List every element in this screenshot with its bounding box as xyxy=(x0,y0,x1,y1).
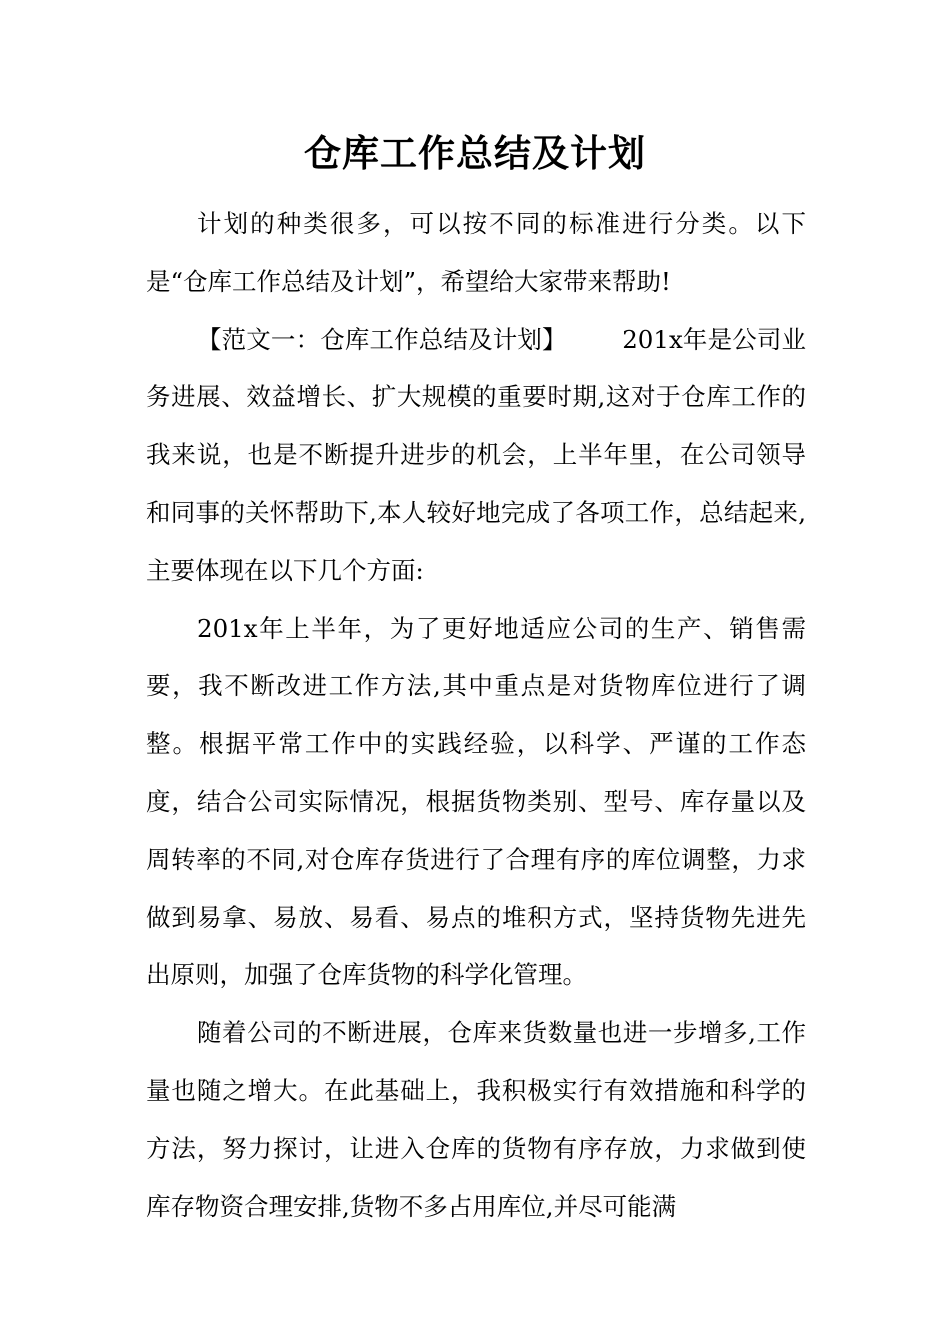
paragraph-sample-one: 【范文一：仓库工作总结及计划】 201x年是公司业务进展、效益增长、扩大规模的重要时期,这对于仓库工作的我来说，也是不断提升进步的机会，上半年里，在公司领导和同事的关怀帮助下,本人较好地完成了各项工作，总结起来,主要体现在以下几个方面: xyxy=(146,324,806,585)
paragraph-company-growth: 随着公司的不断进展，仓库来货数量也进一步增多,工作量也随之增大。在此基础上，我积极实行有效措施和科学的方法，努力探讨，让进入仓库的货物有序存放，力求做到使库存物资合理安排,货物不多占用库位,并尽可能满 xyxy=(146,1018,806,1221)
document-title: 仓库工作总结及计划 xyxy=(304,131,646,175)
paragraph-intro: 计划的种类很多，可以按不同的标准进行分类。以下是“仓库工作总结及计划”，希望给大家带来帮助! xyxy=(146,209,806,296)
paragraph-storage-adjustment: 201x年上半年，为了更好地适应公司的生产、销售需要，我不断改进工作方法,其中重点是对货物库位进行了调整。根据平常工作中的实践经验，以科学、严谨的工作态度，结合公司实际情况，根据货物类别、型号、库存量以及周转率的不同,对仓库存货进行了合理有序的库位调整，力求做到易拿、易放、易看、易点的堆积方式，坚持货物先进先出原则，加强了仓库货物的科学化管理。 xyxy=(146,613,806,990)
document-body xyxy=(146,195,806,1235)
